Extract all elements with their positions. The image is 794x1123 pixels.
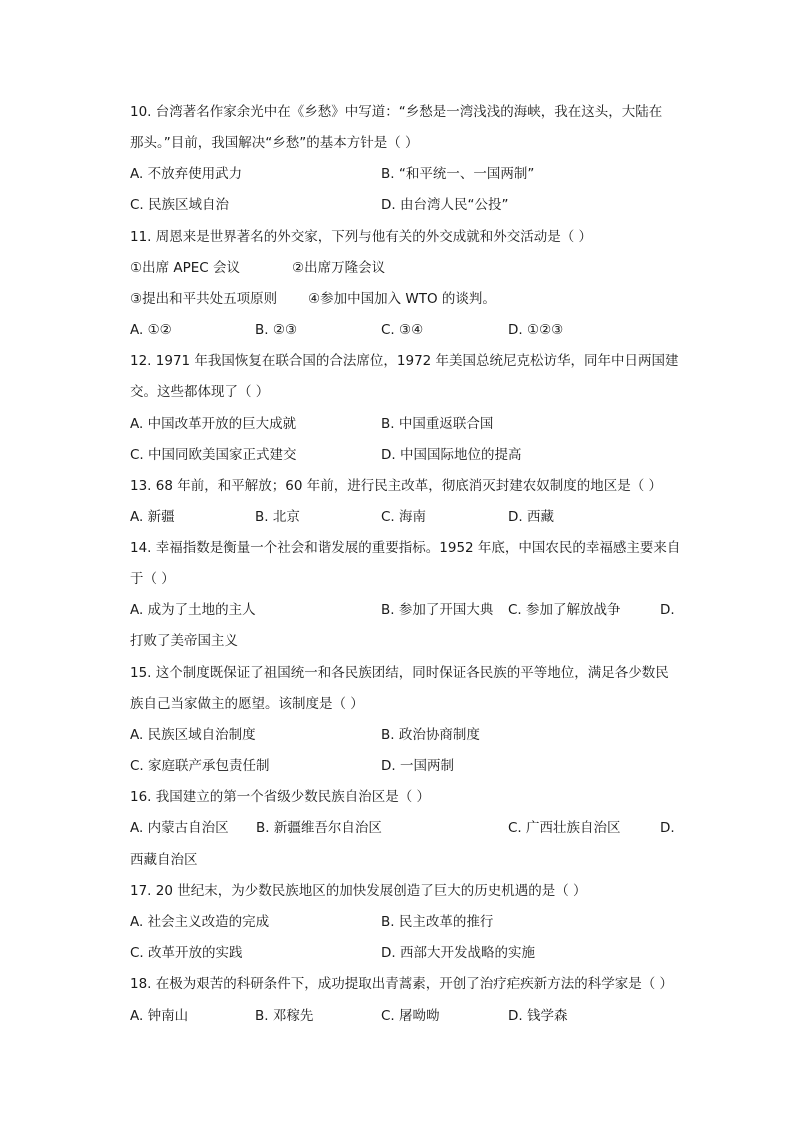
question-16-stem: 16. 我国建立的第一个省级少数民族自治区是（ ） (130, 789, 431, 805)
question-11-item-4: ④参加中国加入 WTO 的谈判。 (308, 291, 496, 307)
question-15-option-b: B. 政治协商制度 (381, 727, 480, 743)
question-15-stem-line-2: 族自己当家做主的愿望。该制度是（ ） (130, 696, 364, 712)
question-16-option-c: C. 广西壮族自治区 (508, 820, 621, 836)
question-17-option-b: B. 民主改革的推行 (381, 914, 494, 930)
question-16-option-a: A. 内蒙古自治区 (130, 820, 229, 836)
question-14-option-a: A. 成为了土地的主人 (130, 602, 256, 618)
question-17-stem: 17. 20 世纪末，为少数民族地区的加快发展创造了巨大的历史机遇的是（ ） (130, 883, 587, 899)
question-12-option-b: B. 中国重返联合国 (381, 416, 494, 432)
question-10-stem-line-1: 10. 台湾著名作家余光中在《乡愁》中写道：“乡愁是一湾浅浅的海峡，我在这头，大陆在 (130, 104, 663, 120)
question-11-option-c: C. ③④ (381, 322, 424, 338)
question-13-stem: 13. 68 年前，和平解放；60 年前，进行民主改革，彻底消灭封建农奴制度的地区是（ ） (130, 478, 662, 494)
question-11-item-2: ②出席万隆会议 (292, 260, 386, 276)
question-10-stem-line-2: 那头。”目前，我国解决“乡愁”的基本方针是（ ） (130, 135, 419, 151)
question-16-option-b: B. 新疆维吾尔自治区 (256, 820, 382, 836)
question-18-option-a: A. 钟南山 (130, 1008, 189, 1024)
question-11-option-b: B. ②③ (255, 322, 298, 338)
question-18-option-c: C. 屠呦呦 (381, 1008, 440, 1024)
question-11-item-3: ③提出和平共处五项原则 (130, 291, 278, 307)
question-14-option-b: B. 参加了开国大典 (381, 602, 494, 618)
question-15-option-a: A. 民族区域自治制度 (130, 727, 256, 743)
question-11-item-1: ①出席 APEC 会议 (130, 260, 241, 276)
question-12-stem-line-1: 12. 1971 年我国恢复在联合国的合法席位，1972 年美国总统尼克松访华，同年中日两国建 (130, 353, 679, 369)
question-11-stem: 11. 周恩来是世界著名的外交家，下列与他有关的外交成就和外交活动是（ ） (130, 229, 593, 245)
question-12-option-d: D. 中国国际地位的提高 (381, 447, 522, 463)
question-10-option-d: D. 由台湾人民“公投” (381, 197, 509, 213)
question-16-option-d-letter: D. (660, 820, 675, 836)
question-17-option-c: C. 改革开放的实践 (130, 945, 243, 961)
question-13-option-d: D. 西藏 (508, 509, 554, 525)
question-14-stem-line-2: 于（ ） (130, 571, 175, 587)
question-13-option-b: B. 北京 (255, 509, 300, 525)
question-18-stem: 18. 在极为艰苦的科研条件下，成功提取出青蒿素，开创了治疗疟疾新方法的科学家是（ ） (130, 976, 674, 992)
question-14-option-d-text: 打败了美帝国主义 (130, 633, 238, 649)
question-17-option-d: D. 西部大开发战略的实施 (381, 945, 535, 961)
question-18-option-b: B. 邓稼先 (255, 1008, 314, 1024)
question-12-option-c: C. 中国同欧美国家正式建交 (130, 447, 297, 463)
question-14-option-d-letter: D. (660, 602, 675, 618)
question-15-option-d: D. 一国两制 (381, 758, 454, 774)
question-12-stem-line-2: 交。这些都体现了（ ） (130, 384, 270, 400)
question-11-option-d: D. ①②③ (508, 322, 564, 338)
question-13-option-a: A. 新疆 (130, 509, 175, 525)
question-13-option-c: C. 海南 (381, 509, 427, 525)
question-11-option-a: A. ①② (130, 322, 172, 338)
question-18-option-d: D. 钱学森 (508, 1008, 568, 1024)
question-10-option-c: C. 民族区域自治 (130, 197, 230, 213)
question-14-stem-line-1: 14. 幸福指数是衡量一个社会和谐发展的重要指标。1952 年底，中国农民的幸福感主要来自 (130, 540, 681, 556)
question-15-option-c: C. 家庭联产承包责任制 (130, 758, 270, 774)
question-10-option-b: B. “和平统一、一国两制” (381, 166, 535, 182)
question-16-option-d-text: 西藏自治区 (130, 852, 198, 868)
question-10-option-a: A. 不放弃使用武力 (130, 166, 243, 182)
question-12-option-a: A. 中国改革开放的巨大成就 (130, 416, 297, 432)
question-14-option-c: C. 参加了解放战争 (508, 602, 621, 618)
question-17-option-a: A. 社会主义改造的完成 (130, 914, 270, 930)
question-15-stem-line-1: 15. 这个制度既保证了祖国统一和各民族团结，同时保证各民族的平等地位，满足各少数民 (130, 665, 669, 681)
